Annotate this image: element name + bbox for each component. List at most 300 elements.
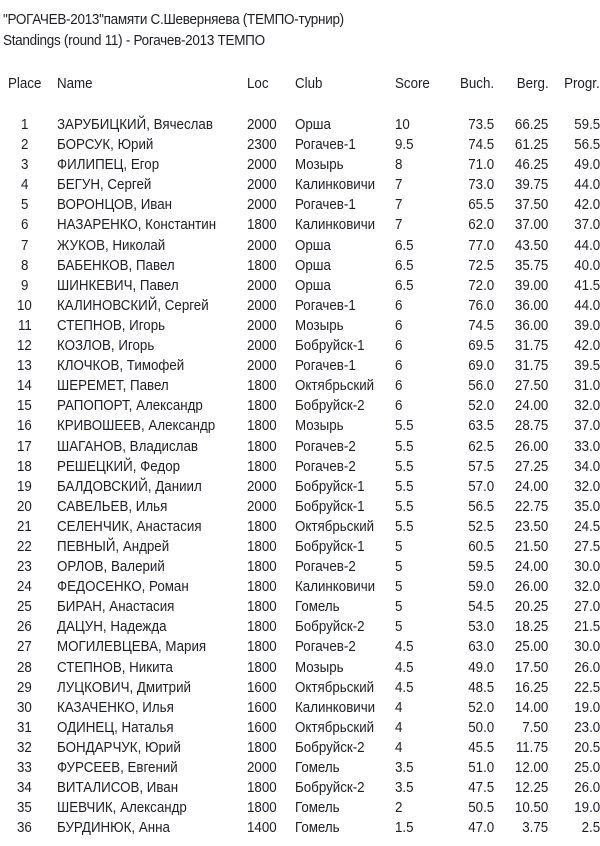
player-buchholz: 74.5	[468, 317, 495, 334]
table-row	[0, 376, 600, 396]
player-club: Гомель	[294, 820, 340, 837]
player-place: 13	[17, 358, 33, 375]
player-place: 10	[17, 297, 33, 314]
player-rating: 1600	[246, 679, 277, 696]
player-score: 9.5	[395, 137, 414, 154]
player-name: БАБЕНКОВ, Павел	[56, 257, 175, 274]
player-buchholz: 63.5	[468, 418, 495, 435]
player-berger: 37.00	[514, 217, 549, 234]
player-progressive: 44.0	[574, 177, 600, 194]
player-berger: 36.00	[514, 297, 549, 314]
player-progressive: 26.0	[574, 659, 600, 676]
table-row	[0, 135, 600, 155]
player-progressive: 42.0	[574, 197, 600, 214]
table-row	[0, 276, 600, 296]
player-buchholz: 47.5	[468, 780, 495, 797]
player-place: 7	[21, 237, 29, 254]
player-progressive: 27.0	[574, 599, 600, 616]
player-club: Рогачев-2	[294, 458, 356, 475]
player-name: ДАЦУН, Надежда	[56, 619, 167, 636]
player-rating: 1800	[246, 217, 277, 234]
player-rating: 2000	[246, 498, 277, 515]
player-score: 5	[395, 599, 403, 616]
player-rating: 2000	[246, 317, 277, 334]
player-progressive: 32.0	[574, 478, 600, 495]
player-buchholz: 52.0	[468, 398, 495, 415]
player-progressive: 32.0	[574, 579, 600, 596]
player-score: 6	[395, 317, 403, 334]
player-buchholz: 73.5	[468, 117, 495, 133]
player-berger: 18.25	[514, 619, 549, 636]
tournament-title: "РОГАЧЕВ-2013"памяти С.Шеверняева (ТЕМПО-турнир)	[3, 12, 344, 28]
player-club: Гомель	[294, 760, 340, 776]
player-club: Бобруйск-2	[294, 398, 365, 415]
player-score: 1.5	[395, 820, 414, 837]
column-header-buchholz: Buch.	[460, 76, 495, 92]
player-rating: 1800	[246, 418, 277, 435]
player-progressive: 59.5	[574, 117, 600, 133]
player-club: Калинковичи	[294, 177, 375, 194]
player-name: БОНДАРЧУК, Юрий	[56, 739, 181, 756]
player-rating: 1800	[246, 538, 277, 555]
player-name: ШЕВЧИК, Александр	[56, 800, 187, 817]
player-buchholz: 56.0	[468, 378, 495, 395]
player-berger: 24.00	[514, 478, 549, 495]
player-berger: 16.25	[514, 679, 549, 696]
player-name: СТЕПНОВ, Никита	[56, 659, 173, 676]
player-rating: 2000	[246, 358, 277, 375]
player-score: 6.5	[395, 257, 414, 274]
player-score: 7	[395, 177, 403, 194]
player-buchholz: 45.5	[468, 739, 495, 756]
player-buchholz: 48.5	[468, 679, 495, 696]
player-rating: 1800	[246, 438, 277, 455]
player-club: Октябрьский	[294, 518, 374, 535]
player-name: КЛОЧКОВ, Тимофей	[56, 358, 185, 375]
player-score: 4	[395, 739, 403, 756]
table-row	[0, 557, 600, 577]
player-rating: 1800	[246, 659, 277, 676]
player-place: 35	[17, 800, 33, 817]
player-club: Рогачев-2	[294, 559, 356, 576]
table-row	[0, 336, 600, 356]
column-header-club: Club	[294, 76, 322, 92]
player-progressive: 23.0	[574, 719, 600, 736]
table-row	[0, 396, 600, 416]
player-name: БОРСУК, Юрий	[56, 137, 154, 154]
player-name: КАЗАЧЕНКО, Илья	[56, 699, 174, 716]
player-rating: 1800	[246, 378, 277, 395]
player-buchholz: 53.0	[468, 619, 495, 636]
player-name: БИРАН, Анастасия	[56, 599, 175, 616]
player-buchholz: 52.0	[468, 699, 495, 716]
player-place: 34	[17, 780, 33, 797]
table-row	[0, 296, 600, 316]
player-club: Бобруйск-1	[294, 538, 365, 555]
player-name: РЕШЕЦКИЙ, Федор	[56, 458, 180, 475]
player-place: 22	[17, 538, 33, 555]
player-club: Орша	[294, 257, 331, 274]
player-berger: 36.00	[514, 317, 549, 334]
player-club: Калинковичи	[294, 579, 375, 596]
player-buchholz: 50.5	[468, 800, 495, 817]
player-place: 2	[21, 137, 29, 154]
player-progressive: 49.0	[574, 157, 600, 174]
player-score: 5.5	[395, 498, 414, 515]
table-row	[0, 698, 600, 718]
player-rating: 1800	[246, 458, 277, 475]
player-club: Орша	[294, 277, 331, 294]
column-header-loc: Loc	[246, 76, 269, 92]
player-score: 6.5	[395, 277, 414, 294]
player-club: Рогачев-1	[294, 137, 356, 154]
player-berger: 28.75	[514, 418, 549, 435]
player-rating: 1800	[246, 800, 277, 817]
player-place: 11	[17, 317, 32, 334]
standings-subtitle: Standings (round 11) - Рогачев-2013 ТЕМПО	[3, 33, 265, 49]
player-buchholz: 72.5	[468, 257, 495, 274]
player-club: Бобруйск-2	[294, 619, 365, 636]
table-row	[0, 457, 600, 477]
player-club: Рогачев-1	[294, 358, 356, 375]
player-score: 7	[395, 197, 403, 214]
player-progressive: 33.0	[574, 438, 600, 455]
player-buchholz: 57.0	[468, 478, 495, 495]
player-place: 6	[21, 217, 29, 234]
player-rating: 2300	[246, 137, 277, 154]
table-row	[0, 778, 600, 798]
player-rating: 1600	[246, 699, 277, 716]
player-name: САВЕЛЬЕВ, Илья	[56, 498, 168, 515]
player-progressive: 41.5	[574, 277, 600, 294]
player-name: ФИЛИПЕЦ, Егор	[56, 157, 159, 174]
player-berger: 22.75	[514, 498, 549, 515]
player-club: Мозырь	[294, 317, 344, 334]
player-score: 7	[395, 217, 403, 234]
player-progressive: 2.5	[581, 820, 600, 837]
table-row	[0, 537, 600, 557]
player-name: ШЕРЕМЕТ, Павел	[56, 378, 169, 395]
player-score: 6	[395, 398, 403, 415]
player-berger: 21.50	[514, 538, 549, 555]
player-score: 6	[395, 338, 403, 355]
player-club: Гомель	[294, 599, 340, 616]
player-rating: 1800	[246, 739, 277, 756]
player-berger: 14.00	[514, 699, 549, 716]
table-row	[0, 356, 600, 376]
table-row	[0, 115, 600, 135]
table-row	[0, 718, 600, 738]
player-buchholz: 77.0	[468, 237, 495, 254]
table-row	[0, 818, 600, 838]
column-header-name: Name	[56, 76, 93, 92]
player-score: 4	[395, 699, 403, 716]
player-buchholz: 69.5	[468, 338, 495, 355]
player-score: 4.5	[395, 639, 414, 656]
table-row	[0, 497, 600, 517]
player-rating: 1800	[246, 599, 277, 616]
player-club: Октябрьский	[294, 719, 374, 736]
table-header-row	[0, 74, 600, 94]
player-buchholz: 52.5	[468, 518, 495, 535]
player-progressive: 21.5	[574, 619, 600, 636]
player-buchholz: 74.5	[468, 137, 495, 154]
player-berger: 10.50	[514, 800, 549, 817]
player-place: 36	[17, 820, 33, 837]
player-score: 6	[395, 297, 403, 314]
player-rating: 1800	[246, 619, 277, 636]
player-place: 28	[17, 659, 33, 676]
player-buchholz: 59.5	[468, 559, 495, 576]
player-club: Рогачев-2	[294, 639, 356, 656]
player-name: ФЕДОСЕНКО, Роман	[56, 579, 189, 596]
player-score: 5.5	[395, 478, 414, 495]
column-header-progressive: Progr.	[564, 76, 600, 92]
player-club: Мозырь	[294, 659, 344, 676]
player-score: 3.5	[395, 760, 414, 776]
player-club: Рогачев-1	[294, 197, 356, 214]
table-row	[0, 637, 600, 657]
player-berger: 66.25	[514, 117, 549, 133]
player-score: 5.5	[395, 458, 414, 475]
player-buchholz: 65.5	[468, 197, 495, 214]
player-club: Орша	[294, 117, 331, 133]
player-rating: 1800	[246, 639, 277, 656]
player-name: ВОРОНЦОВ, Иван	[56, 197, 172, 214]
player-place: 31	[17, 719, 33, 736]
player-place: 21	[17, 518, 33, 535]
player-club: Мозырь	[294, 418, 344, 435]
player-name: БЕГУН, Сергей	[56, 177, 152, 194]
player-rating: 2000	[246, 297, 277, 314]
player-buchholz: 73.0	[468, 177, 495, 194]
player-buchholz: 56.5	[468, 498, 495, 515]
player-club: Орша	[294, 237, 331, 254]
player-berger: 26.00	[514, 579, 549, 596]
standings-table	[0, 74, 600, 838]
player-progressive: 31.0	[574, 378, 600, 395]
player-name: ОРЛОВ, Валерий	[56, 559, 165, 576]
player-berger: 39.75	[514, 177, 549, 194]
table-row	[0, 597, 600, 617]
table-row	[0, 437, 600, 457]
player-score: 6	[395, 378, 403, 395]
player-club: Гомель	[294, 800, 340, 817]
player-name: ШИНКЕВИЧ, Павел	[56, 277, 179, 294]
player-buchholz: 57.5	[468, 458, 495, 475]
player-rating: 2000	[246, 117, 277, 133]
player-progressive: 26.0	[574, 780, 600, 797]
player-score: 2	[395, 800, 403, 817]
player-buchholz: 62.0	[468, 217, 495, 234]
table-row	[0, 416, 600, 436]
player-rating: 1800	[246, 559, 277, 576]
player-rating: 2000	[246, 277, 277, 294]
player-berger: 3.75	[522, 820, 549, 837]
player-name: СЕЛЕНЧИК, Анастасия	[56, 518, 202, 535]
player-score: 4.5	[395, 659, 414, 676]
player-place: 25	[17, 599, 33, 616]
player-score: 5.5	[395, 418, 414, 435]
player-berger: 37.50	[514, 197, 549, 214]
player-buchholz: 69.0	[468, 358, 495, 375]
standings-body	[0, 94, 600, 838]
player-place: 33	[17, 760, 33, 776]
player-buchholz: 49.0	[468, 659, 495, 676]
player-score: 5.5	[395, 438, 414, 455]
player-score: 6	[395, 358, 403, 375]
player-berger: 43.50	[514, 237, 549, 254]
player-club: Бобруйск-2	[294, 739, 365, 756]
player-progressive: 56.5	[574, 137, 600, 154]
player-progressive: 44.0	[574, 237, 600, 254]
table-row	[0, 215, 600, 235]
player-place: 27	[17, 639, 33, 656]
table-row	[0, 577, 600, 597]
player-score: 4	[395, 719, 403, 736]
player-place: 30	[17, 699, 33, 716]
player-berger: 46.25	[514, 157, 549, 174]
player-rating: 1800	[246, 518, 277, 535]
player-rating: 2000	[246, 338, 277, 355]
player-name: ЖУКОВ, Николай	[56, 237, 166, 254]
player-berger: 12.25	[514, 780, 549, 797]
player-place: 16	[17, 418, 33, 435]
table-row	[0, 517, 600, 537]
player-club: Рогачев-1	[294, 297, 356, 314]
player-berger: 39.00	[514, 277, 549, 294]
player-name: ОДИНЕЦ, Наталья	[56, 719, 174, 736]
player-buchholz: 50.0	[468, 719, 495, 736]
player-buchholz: 71.0	[468, 157, 495, 174]
player-name: МОГИЛЕВЦЕВА, Мария	[56, 639, 206, 656]
table-row	[0, 236, 600, 256]
player-berger: 11.75	[515, 739, 549, 756]
player-buchholz: 47.0	[468, 820, 495, 837]
player-place: 32	[17, 739, 33, 756]
player-berger: 31.75	[514, 358, 549, 375]
player-score: 3.5	[395, 780, 414, 797]
player-rating: 2000	[246, 197, 277, 214]
player-place: 5	[21, 197, 29, 214]
player-place: 26	[17, 619, 33, 636]
player-score: 5	[395, 619, 403, 636]
player-progressive: 32.0	[574, 398, 600, 415]
player-name: КРИВОШЕЕВ, Александр	[56, 418, 215, 435]
player-progressive: 34.0	[574, 458, 600, 475]
player-score: 5	[395, 538, 403, 555]
player-place: 29	[17, 679, 33, 696]
player-berger: 61.25	[514, 137, 549, 154]
player-name: КОЗЛОВ, Игорь	[56, 338, 155, 355]
player-berger: 24.00	[514, 559, 549, 576]
player-berger: 35.75	[514, 257, 549, 274]
player-club: Октябрьский	[294, 378, 374, 395]
player-progressive: 19.0	[574, 800, 600, 817]
player-berger: 17.50	[514, 659, 549, 676]
player-club: Рогачев-2	[294, 438, 356, 455]
player-club: Калинковичи	[294, 699, 375, 716]
table-row	[0, 738, 600, 758]
table-row	[0, 758, 600, 778]
player-buchholz: 62.5	[468, 438, 495, 455]
column-header-place: Place	[8, 76, 42, 92]
player-progressive: 44.0	[574, 297, 600, 314]
table-row	[0, 175, 600, 195]
player-berger: 27.25	[514, 458, 549, 475]
player-rating: 2000	[246, 237, 277, 254]
player-place: 20	[17, 498, 33, 515]
player-rating: 2000	[246, 478, 277, 495]
player-berger: 24.00	[514, 398, 549, 415]
table-row	[0, 155, 600, 175]
player-place: 17	[17, 438, 33, 455]
player-rating: 1800	[246, 579, 277, 596]
player-rating: 2000	[246, 760, 277, 776]
table-row	[0, 678, 600, 698]
player-rating: 2000	[246, 157, 277, 174]
player-name: ПЕВНЫЙ, Андрей	[56, 538, 169, 555]
player-name: ЗАРУБИЦКИЙ, Вячеслав	[56, 117, 213, 133]
player-buchholz: 51.0	[468, 760, 495, 776]
player-progressive: 25.0	[574, 760, 600, 776]
player-buchholz: 59.0	[468, 579, 495, 596]
player-place: 18	[17, 458, 33, 475]
player-club: Мозырь	[294, 157, 344, 174]
player-progressive: 19.0	[574, 699, 600, 716]
player-score: 8	[395, 157, 403, 174]
player-rating: 1800	[246, 398, 277, 415]
player-club: Калинковичи	[294, 217, 375, 234]
player-place: 1	[21, 117, 29, 133]
player-score: 6.5	[395, 237, 414, 254]
player-progressive: 35.0	[574, 498, 600, 515]
player-berger: 20.25	[514, 599, 549, 616]
player-place: 19	[17, 478, 33, 495]
table-row	[0, 658, 600, 678]
player-name: ФУРСЕЕВ, Евгений	[56, 760, 178, 776]
player-club: Бобруйск-1	[294, 478, 365, 495]
player-place: 24	[17, 579, 33, 596]
player-rating: 1800	[246, 257, 277, 274]
table-row	[0, 195, 600, 215]
table-row	[0, 316, 600, 336]
column-header-berger: Berg.	[516, 76, 549, 92]
player-berger: 27.50	[514, 378, 549, 395]
player-club: Бобруйск-1	[294, 338, 365, 355]
player-progressive: 37.0	[574, 217, 600, 234]
player-club: Бобруйск-2	[294, 780, 365, 797]
player-progressive: 39.0	[574, 317, 600, 334]
player-name: ЛУЦКОВИЧ, Дмитрий	[56, 679, 191, 696]
player-progressive: 42.0	[574, 338, 600, 355]
player-name: БУРДИНЮК, Анна	[56, 820, 170, 837]
player-buchholz: 76.0	[468, 297, 495, 314]
player-progressive: 24.5	[574, 518, 600, 535]
header-spacer	[0, 94, 600, 115]
player-progressive: 39.5	[574, 358, 600, 375]
player-place: 12	[17, 338, 33, 355]
player-place: 8	[21, 257, 29, 274]
player-score: 10	[395, 117, 410, 133]
player-name: ВИТАЛИСОВ, Иван	[56, 780, 178, 797]
player-buchholz: 54.5	[468, 599, 495, 616]
player-berger: 7.50	[522, 719, 549, 736]
player-berger: 26.00	[514, 438, 549, 455]
player-rating: 1400	[246, 820, 277, 837]
player-berger: 12.00	[514, 760, 549, 776]
table-row	[0, 617, 600, 637]
